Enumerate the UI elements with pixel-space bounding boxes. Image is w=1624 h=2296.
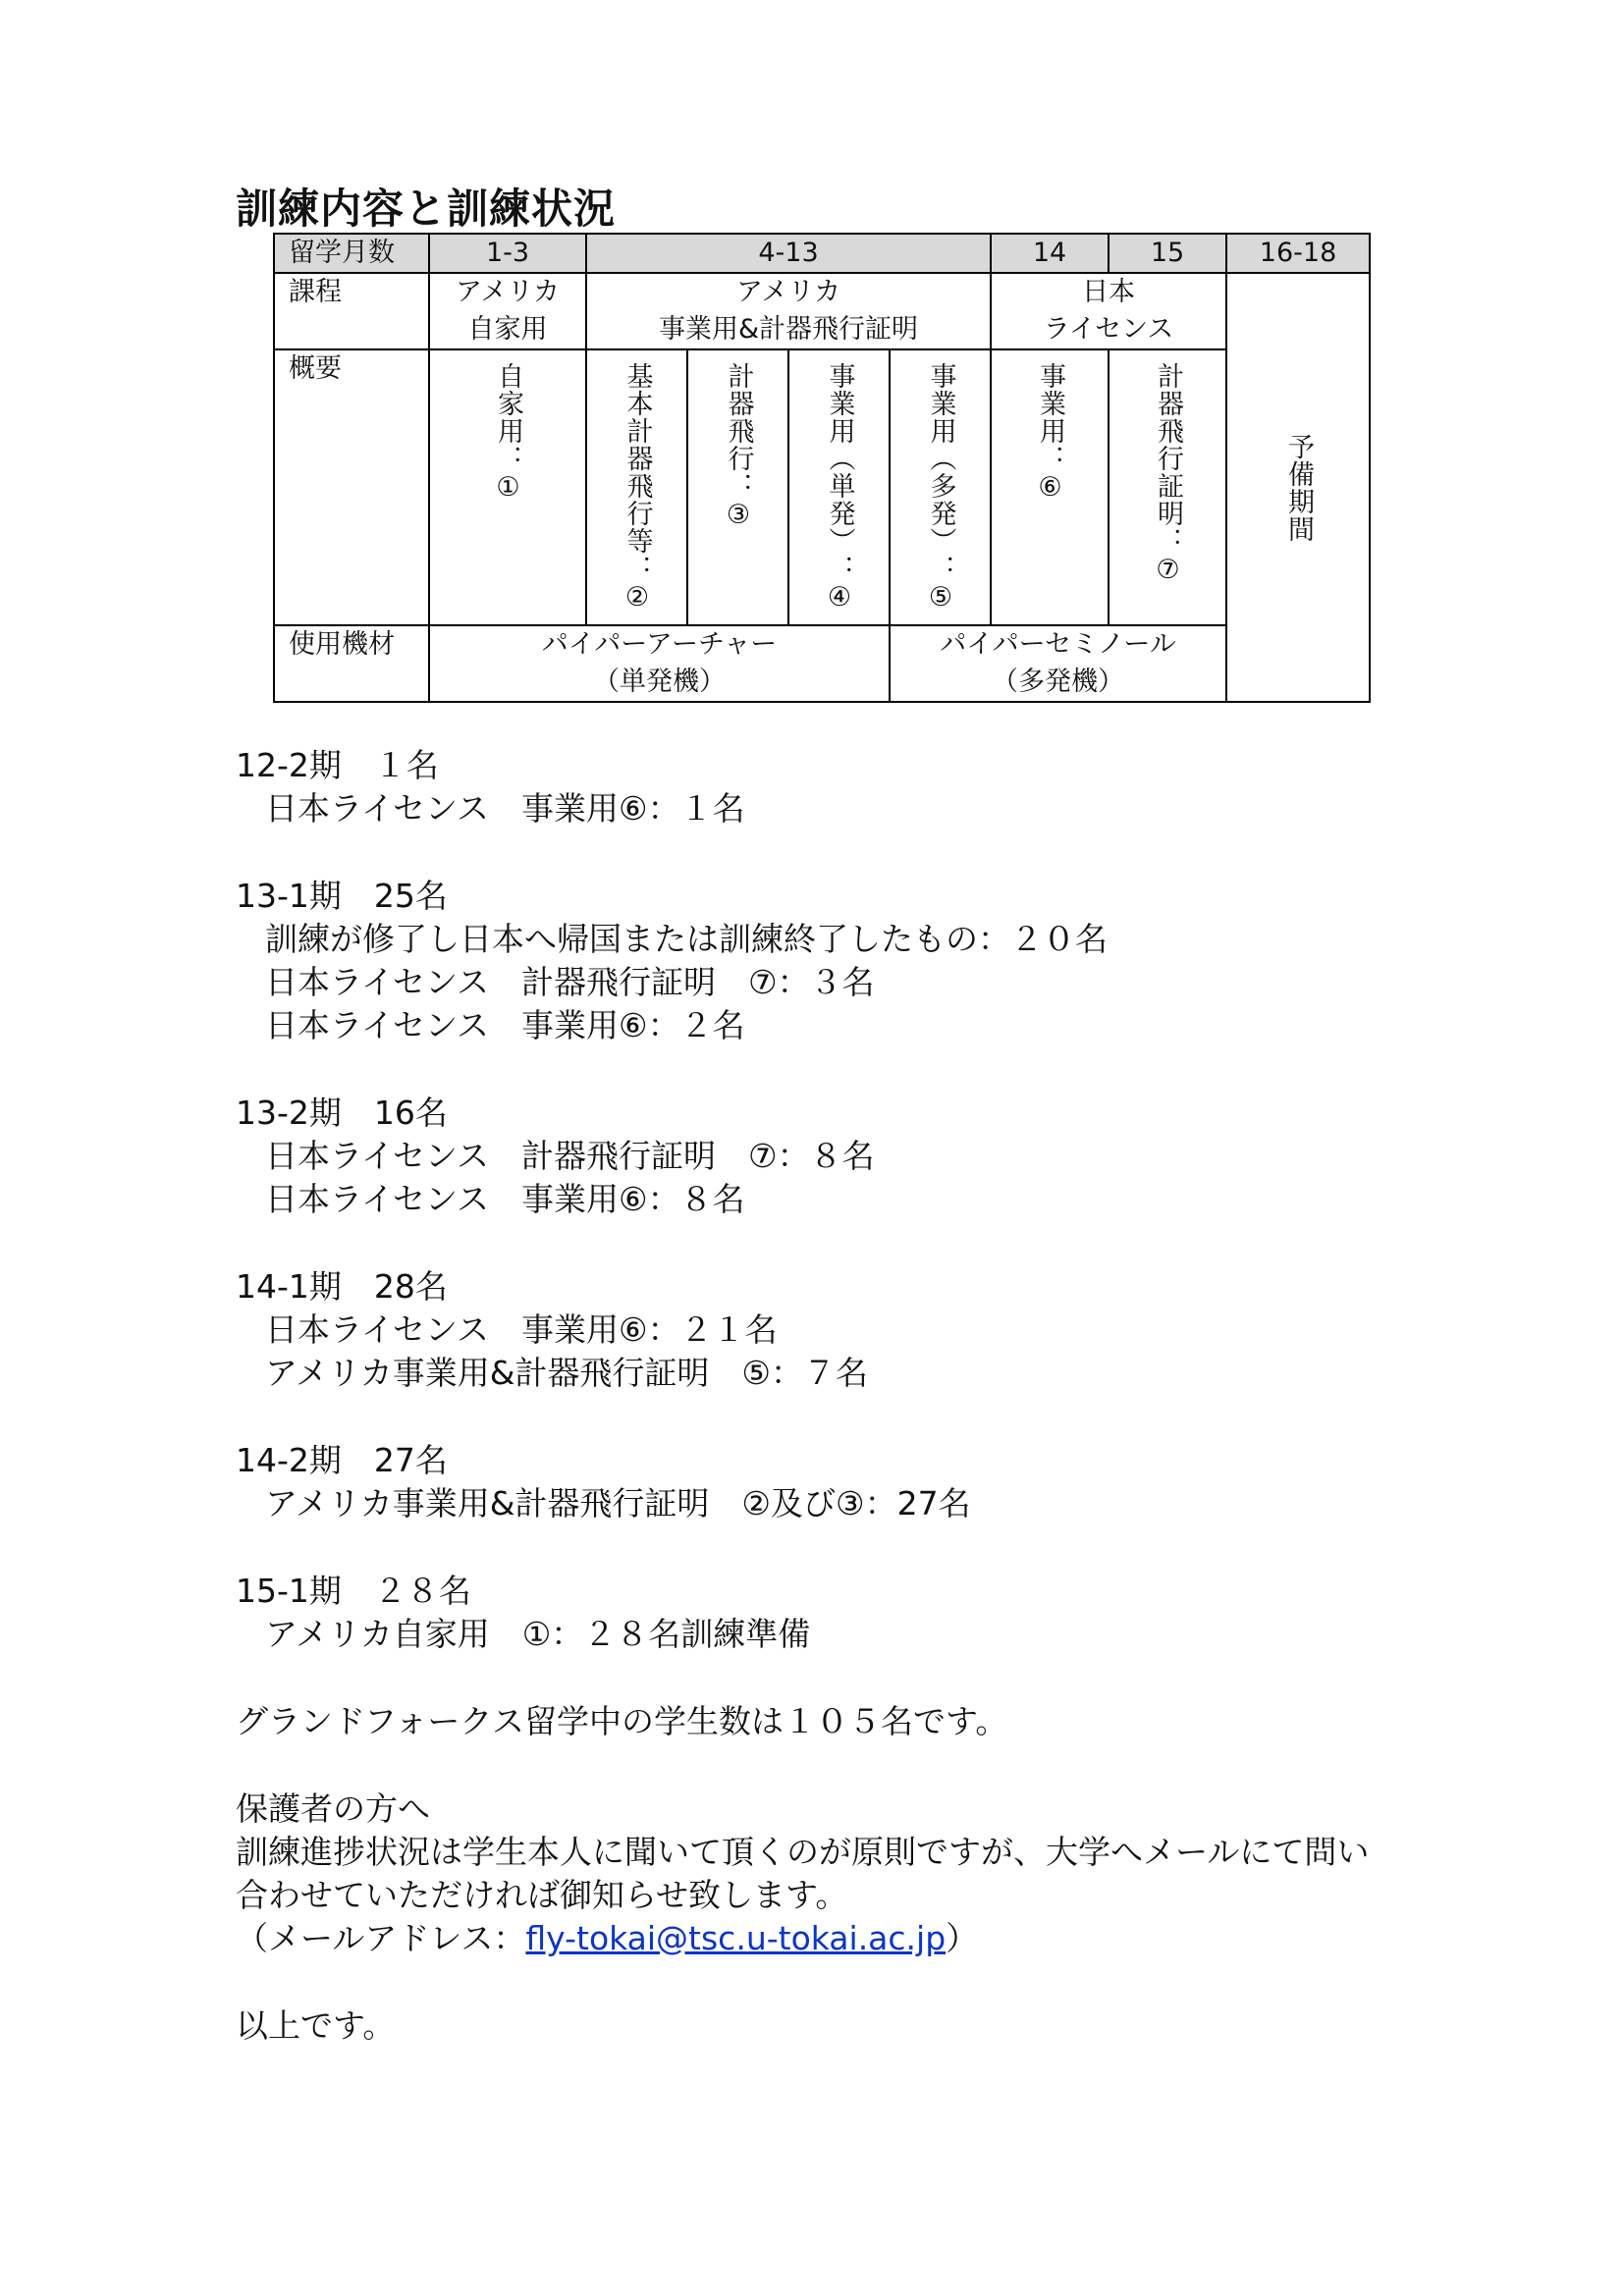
closing-text: 以上です。 [236, 2006, 396, 2045]
month-cell: 15 [1109, 234, 1226, 273]
summary-cell [991, 349, 1109, 625]
summary-row [274, 349, 1370, 625]
summary-cell [890, 349, 991, 625]
period-heading: 13-2期 16名 [236, 1094, 448, 1132]
course-line: アメリカ [735, 277, 841, 307]
summary-sentence: グランドフォークス留学中の学生数は１０５名です。 [236, 1702, 1008, 1740]
summary-cell [586, 349, 687, 625]
summary-text: 事業用（単発）：④ [824, 362, 855, 614]
notice-line: 訓練進捗状況は学生本人に聞いて頂くのが原則ですが、大学へメールにて問い [236, 1833, 1370, 1871]
training-table [273, 233, 1371, 703]
page-title: 訓練内容と訓練状況 [236, 185, 617, 233]
equipment-line: パイパーアーチャー [541, 629, 778, 660]
summary-cell [687, 349, 788, 625]
summary-block [236, 1700, 1463, 1743]
period-block [236, 1439, 1463, 1525]
equipment-cell [429, 625, 890, 702]
mail-suffix: ） [946, 1919, 979, 1957]
equipment-label: 使用機材 [274, 625, 429, 702]
summary-label: 概要 [274, 349, 429, 625]
month-cell: 16-18 [1226, 234, 1370, 273]
month-cell: 14 [991, 234, 1109, 273]
notice-block [236, 1788, 1463, 1960]
course-label: 課程 [274, 273, 429, 349]
period-block [236, 1265, 1463, 1395]
period-line: 日本ライセンス 事業用⑥：２１名 [265, 1310, 778, 1349]
reserve-cell [1226, 273, 1370, 702]
summary-cell [788, 349, 890, 625]
course-line: 日本 [1082, 277, 1136, 307]
period-heading: 14-1期 28名 [236, 1267, 448, 1306]
course-cell [586, 273, 991, 349]
summary-text: 計器飛行証明：⑦ [1153, 362, 1184, 586]
period-heading: 13-1期 25名 [236, 877, 448, 915]
email-link[interactable]: fly-tokai@tsc.u-tokai.ac.jp [525, 1919, 947, 1957]
reserve-text: 予備期間 [1283, 433, 1315, 543]
period-line: アメリカ事業用&計器飛行証明 ⑤：７名 [265, 1354, 869, 1392]
equipment-line: （単発機） [593, 667, 726, 697]
period-line: アメリカ自家用 ①：２８名訓練準備 [265, 1615, 811, 1653]
period-block [236, 744, 1463, 830]
month-cell: 1-3 [429, 234, 586, 273]
equipment-cell [890, 625, 1226, 702]
period-heading: 15-1期 ２８名 [236, 1572, 471, 1610]
months-label: 留学月数 [274, 234, 429, 273]
course-line: 自家用 [467, 314, 548, 345]
notice-line: 合わせていただければ御知らせ致します。 [236, 1876, 848, 1914]
equipment-line: （多発機） [992, 667, 1125, 697]
period-line: 日本ライセンス 計器飛行証明 ⑦：３名 [265, 963, 875, 1001]
summary-text: 自家用：① [493, 362, 523, 504]
period-block [236, 875, 1463, 1047]
period-line: 訓練が修了し日本へ帰国または訓練終了したもの：２０名 [265, 920, 1108, 958]
equipment-line: パイパーセミノール [940, 629, 1176, 660]
summary-text: 事業用（多発）：⑤ [925, 362, 956, 614]
course-line: アメリカ [455, 277, 561, 307]
summary-cell [429, 349, 586, 625]
mail-line [236, 1917, 1463, 1960]
course-cell [991, 273, 1226, 349]
period-line: アメリカ事業用&計器飛行証明 ②及び③：27名 [265, 1484, 971, 1522]
period-line: 日本ライセンス 事業用⑥：２名 [265, 1006, 745, 1044]
summary-cell [1109, 349, 1226, 625]
closing-block [236, 2004, 1463, 2048]
summary-text: 事業用：⑥ [1035, 362, 1066, 504]
course-row [274, 273, 1370, 349]
mail-prefix: （メールアドレス： [236, 1919, 526, 1957]
equipment-row [274, 625, 1370, 702]
notice-heading: 保護者の方へ [236, 1789, 430, 1828]
period-heading: 14-2期 27名 [236, 1441, 448, 1479]
summary-text: 基本計器飛行等：② [622, 362, 653, 614]
course-line: 事業用&計器飛行証明 [658, 314, 919, 345]
period-block [236, 1092, 1463, 1221]
period-block [236, 1570, 1463, 1656]
period-line: 日本ライセンス 事業用⑥：１名 [265, 789, 745, 828]
period-line: 日本ライセンス 計器飛行証明 ⑦：８名 [265, 1137, 875, 1175]
summary-text: 計器飛行：③ [723, 362, 754, 531]
period-heading: 12-2期 １名 [236, 746, 439, 784]
months-row [274, 234, 1370, 273]
body-text [236, 744, 1463, 2092]
month-cell: 4-13 [586, 234, 991, 273]
period-line: 日本ライセンス 事業用⑥：８名 [265, 1180, 745, 1218]
course-cell [429, 273, 586, 349]
course-line: ライセンス [1043, 314, 1174, 345]
